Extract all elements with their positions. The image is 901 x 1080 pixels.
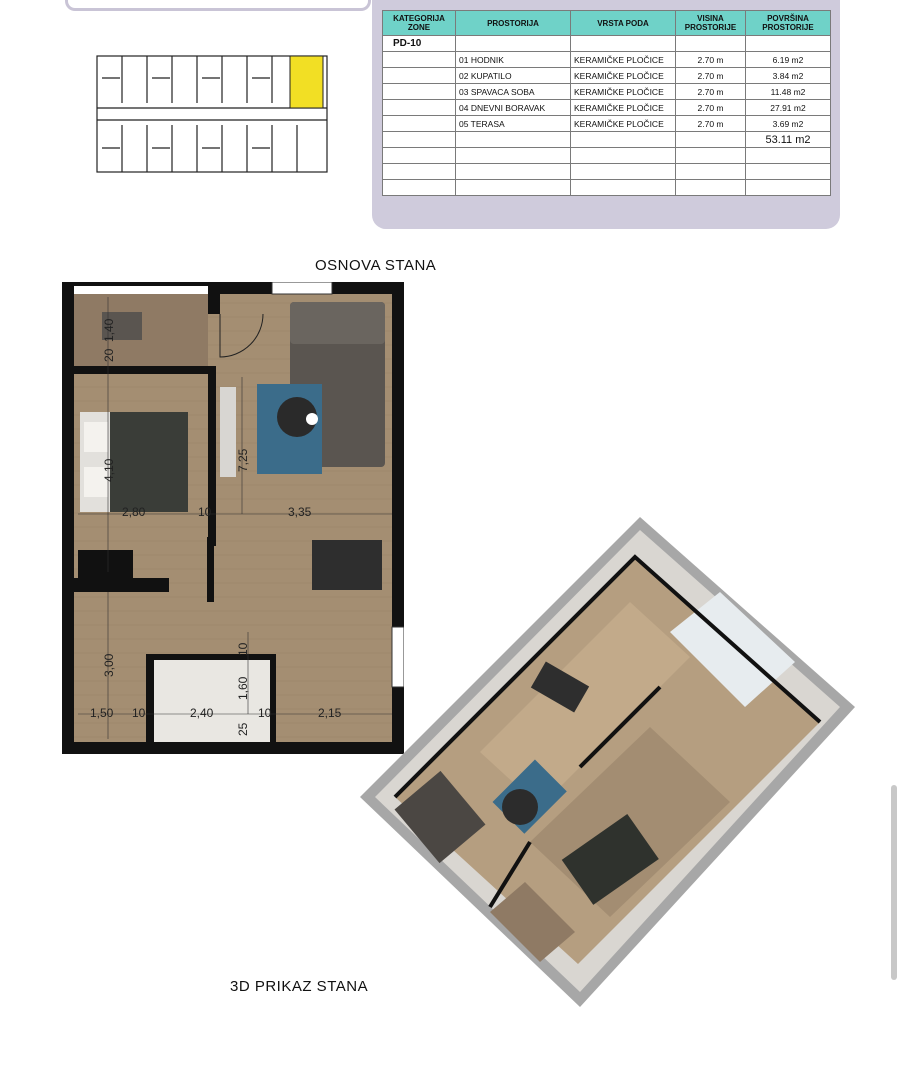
room-table (382, 10, 831, 196)
dim-3: 4,10 (102, 458, 116, 482)
dim-16: 10 (236, 642, 250, 656)
floor-type: KERAMIČKE PLOČICE (571, 68, 676, 84)
dim-1: 1,40 (102, 318, 116, 342)
dim-7: 7,25 (236, 448, 250, 472)
top-frame-edge (65, 0, 371, 11)
room-name: 02 KUPATILO (456, 68, 571, 84)
dim-10: 10 (132, 706, 146, 720)
zone-code: PD-10 (383, 36, 456, 52)
total-area: 53.11 m2 (746, 132, 831, 148)
dim-13: 2,15 (318, 706, 342, 720)
room-area: 6.19 m2 (746, 52, 831, 68)
apartment-3d-view (350, 512, 870, 1022)
header-room: PROSTORIJA (456, 11, 571, 36)
header-zone: KATEGORIJA ZONE (383, 11, 456, 36)
room-area: 3.69 m2 (746, 116, 831, 132)
header-floor: VRSTA PODA (571, 11, 676, 36)
floor-type: KERAMIČKE PLOČICE (571, 52, 676, 68)
floor-type: KERAMIČKE PLOČICE (571, 84, 676, 100)
table-row (383, 116, 831, 132)
room-height: 2.70 m (676, 52, 746, 68)
dim-4: 2,80 (122, 505, 146, 519)
floor-type: KERAMIČKE PLOČICE (571, 100, 676, 116)
room-height: 2.70 m (676, 68, 746, 84)
table-row (383, 84, 831, 100)
room-name: 05 TERASA (456, 116, 571, 132)
dim-14: 1,60 (236, 676, 250, 700)
room-name: 01 HODNIK (456, 52, 571, 68)
dim-12: 10 (258, 706, 272, 720)
room-area: 27.91 m2 (746, 100, 831, 116)
room-area: 11.48 m2 (746, 84, 831, 100)
room-height: 2.70 m (676, 116, 746, 132)
room-name: 04 DNEVNI BORAVAK (456, 100, 571, 116)
room-area: 3.84 m2 (746, 68, 831, 84)
iso-title: 3D PRIKAZ STANA (230, 978, 369, 995)
header-height: VISINA PROSTORIJE (676, 11, 746, 36)
room-height: 2.70 m (676, 100, 746, 116)
table-row (383, 100, 831, 116)
floor-type: KERAMIČKE PLOČICE (571, 116, 676, 132)
dim-8: 3,00 (102, 653, 116, 677)
dim-6: 3,35 (288, 505, 312, 519)
room-table-frame (372, 0, 840, 229)
dim-9: 1,50 (90, 706, 114, 720)
header-area: POVRŠINA PROSTORIJE (746, 11, 831, 36)
dim-11: 2,40 (190, 706, 214, 720)
apartment-highlight (290, 56, 323, 108)
dim-2: 20 (102, 348, 116, 362)
page-scrollbar[interactable] (891, 785, 897, 980)
table-row (383, 52, 831, 68)
dim-5: 10 (198, 505, 212, 519)
building-key-plan (92, 48, 332, 178)
dim-15: 25 (236, 722, 250, 736)
room-height: 2.70 m (676, 84, 746, 100)
room-name: 03 SPAVACA SOBA (456, 84, 571, 100)
plan-title: OSNOVA STANA (315, 257, 437, 274)
table-row (383, 68, 831, 84)
